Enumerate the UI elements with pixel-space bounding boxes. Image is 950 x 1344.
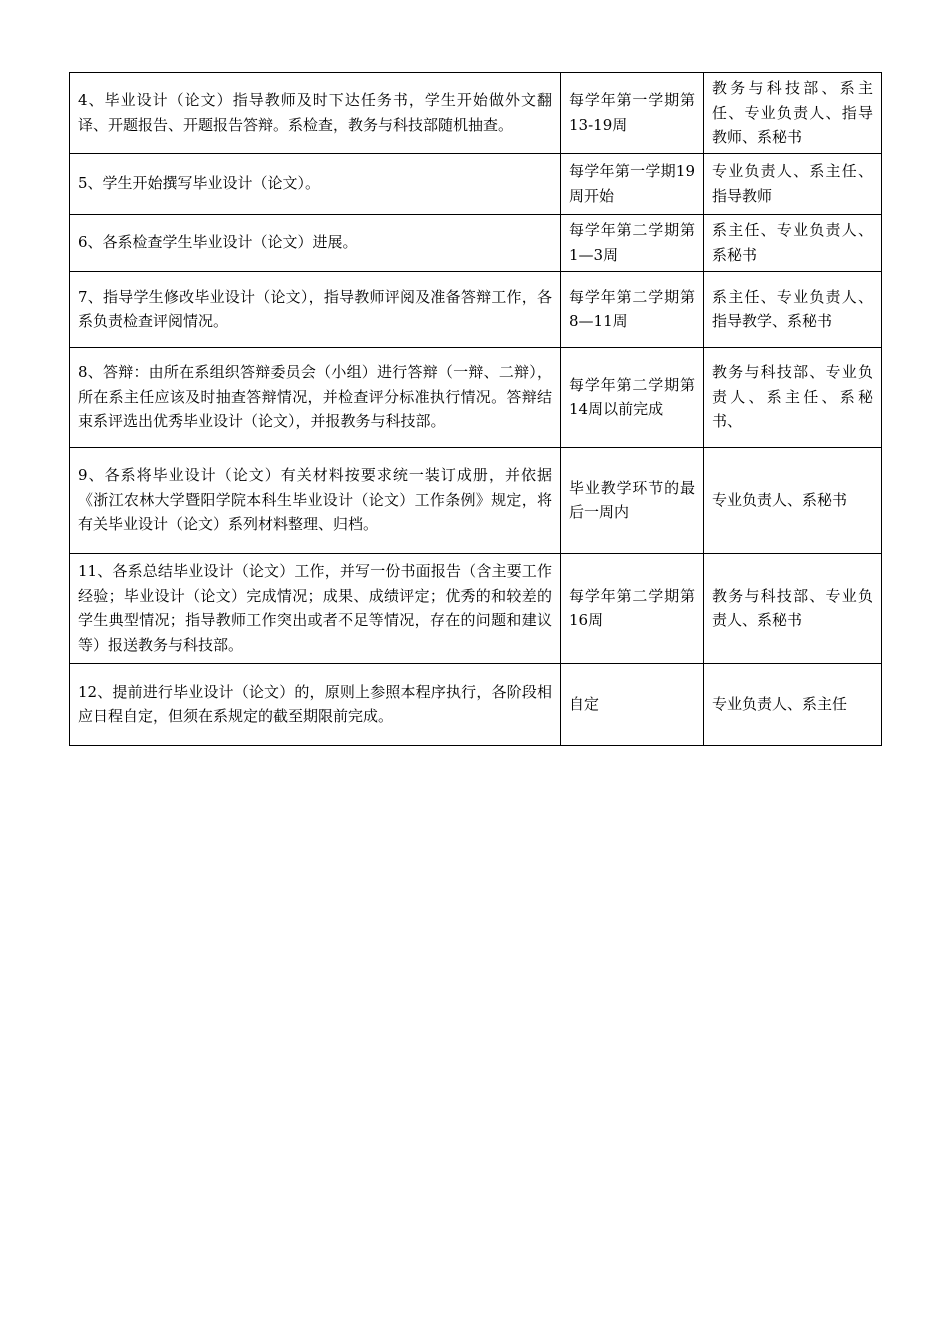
responsible-cell: 系主任、专业负责人、指导教学、系秘书 [704,271,882,347]
task-cell: 4、毕业设计（论文）指导教师及时下达任务书，学生开始做外文翻译、开题报告、开题报告答辩。系检查，教务与科技部随机抽查。 [70,73,561,154]
task-cell: 7、指导学生修改毕业设计（论文），指导教师评阅及准备答辩工作，各系负责检查评阅情况。 [70,271,561,347]
time-cell: 每学年第二学期第16周 [561,553,704,663]
responsible-cell: 系主任、专业负责人、系秘书 [704,214,882,271]
responsible-cell: 教务与科技部、系主任、专业负责人、指导教师、系秘书 [704,73,882,154]
table-row [70,553,882,663]
table-row [70,153,882,214]
time-cell: 毕业教学环节的最后一周内 [561,447,704,553]
responsible-cell: 教务与科技部、专业负责人、系主任、系秘书、 [704,347,882,447]
task-cell: 12、提前进行毕业设计（论文）的，原则上参照本程序执行，各阶段相应日程自定，但须在系规定的截至期限前完成。 [70,663,561,745]
time-cell: 每学年第一学期19周开始 [561,153,704,214]
table-row [70,347,882,447]
responsible-cell: 专业负责人、系主任 [704,663,882,745]
responsible-cell: 专业负责人、系秘书 [704,447,882,553]
responsible-cell: 专业负责人、系主任、指导教师 [704,153,882,214]
table-row [70,271,882,347]
task-cell: 6、各系检查学生毕业设计（论文）进展。 [70,214,561,271]
task-cell: 9、各系将毕业设计（论文）有关材料按要求统一装订成册，并依据《浙江农林大学暨阳学院本科生毕业设计（论文）工作条例》规定，将有关毕业设计（论文）系列材料整理、归档。 [70,447,561,553]
table-row [70,73,882,154]
task-cell: 11、各系总结毕业设计（论文）工作，并写一份书面报告（含主要工作经验；毕业设计（论文）完成情况；成果、成绩评定；优秀的和较差的学生典型情况；指导教师工作突出或者不足等情况，存在的问题和建议等）报送教务与科技部。 [70,553,561,663]
time-cell: 每学年第二学期第8—11周 [561,271,704,347]
time-cell: 自定 [561,663,704,745]
table-row [70,663,882,745]
task-cell: 8、答辩：由所在系组织答辩委员会（小组）进行答辩（一辩、二辩），所在系主任应该及时抽查答辩情况，并检查评分标准执行情况。答辩结束系评选出优秀毕业设计（论文），并报教务与科技部。 [70,347,561,447]
time-cell: 每学年第一学期第13-19周 [561,73,704,154]
time-cell: 每学年第二学期第1—3周 [561,214,704,271]
task-cell: 5、学生开始撰写毕业设计（论文）。 [70,153,561,214]
table-row [70,214,882,271]
table-row [70,447,882,553]
responsible-cell: 教务与科技部、专业负责人、系秘书 [704,553,882,663]
time-cell: 每学年第二学期第14周以前完成 [561,347,704,447]
schedule-table [69,72,882,746]
